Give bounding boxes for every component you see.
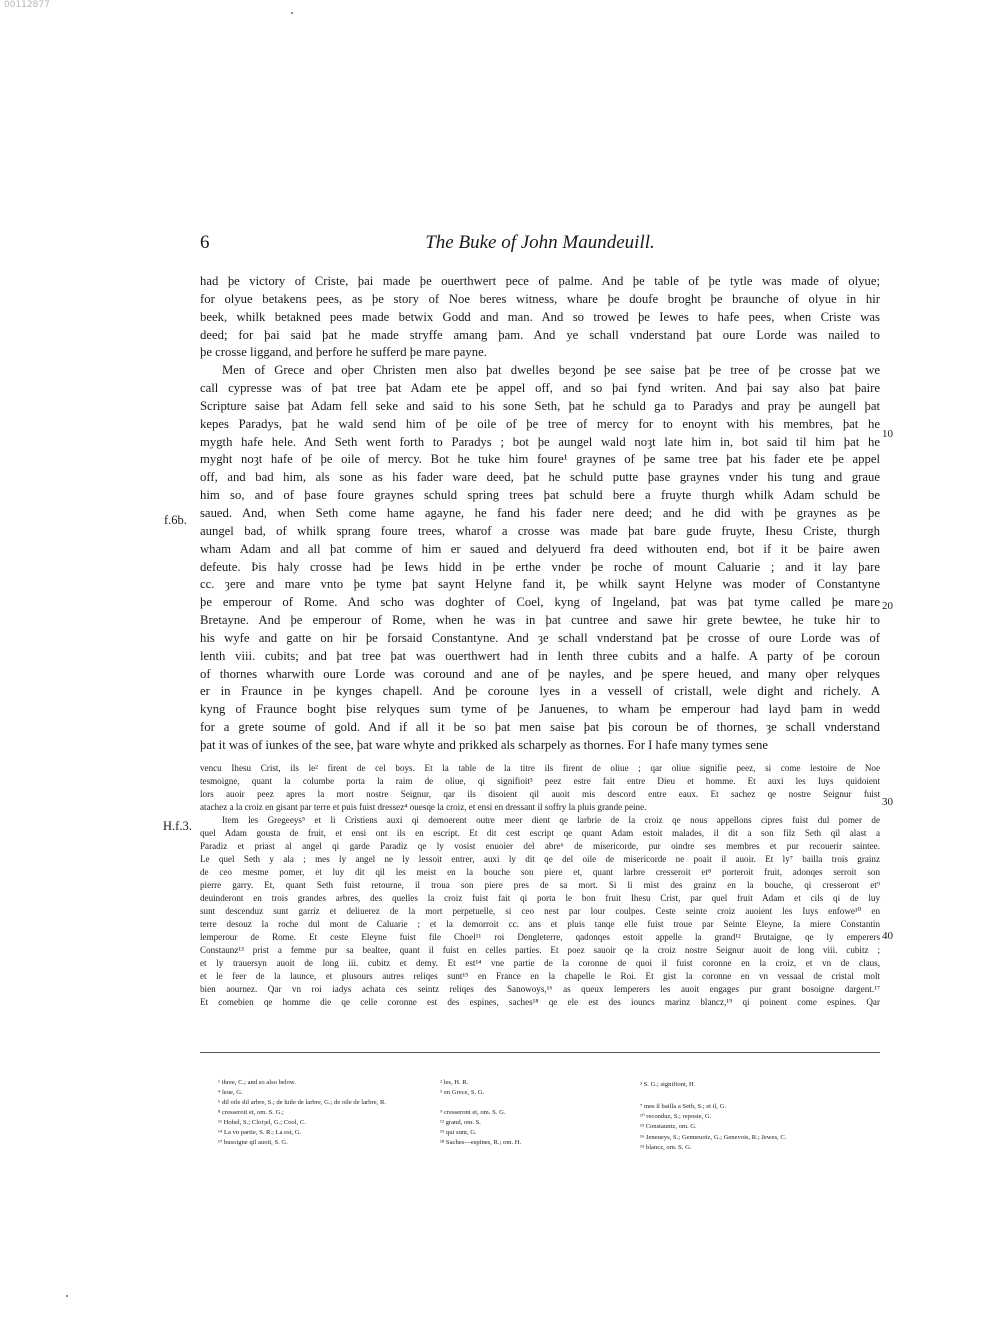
french-text-block [200,762,880,1009]
text-line: deuinderont en trois grandes arbres, des quelles la croiz fuist fait qi porta le bon fruit Ihesu Crist, par quel fruit Adam et cils qi de luy [200,893,880,903]
page-header [200,232,880,258]
text-line: atachez a la croiz en gisant par terre et puis fuist dressez⁴ ouesqe la croiz, et ensi en dressant il soffry la pluis grande peine. [200,802,647,812]
text-line: kyng of Fraunce boght þise relyques sum tyme of þe Januenes, to wham þe emperour had layd þam in wedd [200,702,880,717]
text-line: vencu Ihesu Crist, ils le² firent de cel boys. Et la table de la titre ils firent de oliue ; qar oliue signifie peez, si come lestoire de Noe [200,763,880,773]
text-line: him so, and of þase foure graynes schuld spring trees þat schuld bere a fruyte thurgh whilk Adam schuld be [200,488,880,503]
footnote: ¹⁸ Saches—espines, R.; om. H. [440,1139,522,1146]
text-line: þe crosse liggand, and þerfore he sufferd þe mare payne. [200,345,487,360]
footnote: ¹ three, C.; and so also below. [218,1079,296,1086]
footnote: ¹⁹ blancz, om. S. G. [640,1144,692,1151]
text-line: er in Fraunce in þe kynges chapell. And þe coroune lyes in a vessell of cristall, wele dight and richely. A [200,684,880,699]
text-line: myght noȝt hafe of þe oile of mercy. Bot he tuke him foure¹ graynes of þe same tree þat his fader ete þe appel [200,452,880,467]
running-title: The Buke of John Maundeuill. [425,232,655,253]
text-line: et ly trauersyn auoit de long iii. cubitz et demy. Et est¹⁴ vne partie de la coronne de quoi il fuist coronne en la croiz, et vn de claus, [200,958,880,968]
text-line: terre desouz la roche dul mont de Caluarie ; et la demorroit cc. ans et pluis tanqe elle fuist troue par Seinte Eleyne, la miere Constantin [200,919,880,929]
footnote: ³ S. G.; signifiont, H. [640,1081,696,1088]
footnote: ⁴ leue, G. [218,1089,243,1096]
text-line: for a grete soume of gold. And if all it be so þat men saise þat þis coroun be of thornes, ȝe schall vnderstand [200,720,880,735]
text-line: Men of Grece and oþer Christen men also þat dwelles beȝond þe see saise þat þe tree of þe crosse þat we [222,363,880,378]
text-line: his wyfe and gatte on hir þe forsaid Constantyne. And ȝe schall vnderstand þat þe crosse of oure Lorde was of [200,630,880,645]
footnote: ¹⁰ reconduz, S.; reposte, G. [640,1113,712,1120]
text-line: wham Adam and all þat comme of him er saued and delyuerd fra deed withouten end, bot if it be þaire awen [200,541,880,556]
text-line: deed; for þai said þat he made stryffe amang þam. And ye schall vnderstand þat oure Lorde was nailed to [200,327,880,342]
footnote: ¹⁶ Jeneueys, S.; Genneuoiz, G.; Genevois, R.; Jewes, C. [640,1134,787,1141]
text-line: of thornes wharwith oure Lorde was coround and ane of þe nayles, and þe spere heued, and many oþer relyques [200,666,880,681]
text-line: call cypresse was of þat tree þat Adam ete þe appel off, and so þai fynd writen. And þai say also þat þaire [200,381,880,396]
footnote: ¹¹ Hohel, S.; Cloiȝel, G.; Cool, C. [218,1119,306,1126]
text-line: mygth hafe hele. And Seth went forth to Paradys ; bot þe aungel wald noȝt late him in, bot said til him þat he [200,434,880,449]
text-line: lemperour de Rome. Et ceste Eleyne fuist file Choel¹¹ roi Dengleterre, qadonqes estoit appelle la grand¹² Brutaigne, qe ly emperers [200,932,880,942]
text-line: quel Adam gousta de fruit, et ensi ont ils en escript. Et dit cest escript qe quant Adam estoit malades, il dit a son filz Seth qil alast a [200,828,880,838]
text-line: Bretayne. And þe emperour of Rome, when he was in þat cuntree and sawe hir grete bewtee, he tuke hir to [200,613,880,628]
text-line: defeute. Þis haly crosse had þe Iews hidd in þe erthe vnder þe roche of mount Caluarie ; and it lay þare [200,559,880,574]
text-line: Et comebien qe homme die qe celle coronne est des espines, saches¹⁸ qe ele est des iouncs marinz blancz,¹⁹ qi poinent come espines. Qar [200,997,880,1007]
text-line: saued. And, when Seth come hame agayne, he fand his fader nere deed; and he did with þe graynes as þe [200,505,880,520]
text-line: lenth viii. cubits; and þat tree þat was ouerthwert had in lenth three cubits and a halfe. A party of þe coroun [200,648,880,663]
text-line: pierre garry. Et, quant Seth fuist retourne, il troua son piere pres de sa mort. Si li mist des grainz en la bouche, qi cresseront et⁹ [200,880,880,890]
line-number-10: 10 [882,428,893,440]
footnote: ¹³ Constauntz, om. G. [640,1123,697,1130]
footnote: ² les, H. R. [440,1079,469,1086]
footnote: ¹⁷ busoigne qil auoit, S. G. [218,1139,288,1146]
text-line: beek, whilk betakned pees made betwix Godd and man. And so trowed þe Iewes to hafe pees, when Criste was [200,309,880,324]
footnote-rule [200,1052,880,1053]
text-line: bien aournez. Qar vn roi iadys achata ces seintz reliqes des Sanowoys,¹⁶ as queux lemperers les auoit engages pur grant bosoigne dargent.¹⁷ [200,984,880,994]
text-line: Scripture saise þat Adam fell seke and said to his sone Seth, þat he schuld ga to Paradys and pray þe aungell þat [200,398,880,413]
line-number-30: 30 [882,796,893,808]
margin-folio-label: f.6b. [164,513,187,527]
footnote: ¹² grand, om. S. [440,1119,481,1126]
footnote: ¹⁴ La vn partie, S. R.; La est, G. [218,1129,302,1136]
footnote: ⁵ en Grece, S. G. [440,1089,485,1096]
text-line: Constaunz¹³ prist a femme pur sa bealtee, quant il fuist en celles parties. Et poez sauoir qe la croiz nostre Seignur auoit de long viii. cubitz ; [200,945,880,955]
text-line: for olyue betakens pees, as þe story of Noe beres witness, whare þe doufe broght þe braunche of olyue in hir [200,291,880,306]
text-line: aungel bad, of whilk sprang foure trees, wharof a crosse was made þat bare gude fruyte, Ihesu Criste, thurgh [200,523,880,538]
text-line: Paradiz et priast al angel qi garde Paradiz qe ly vosist enuoier del abre⁶ de misericorde, pur oindre ses membres et pur recouerir saintee. [200,841,880,851]
footnote: ¹⁵ qui sunt, G. [440,1129,477,1136]
text-line: Item les Gregeeys⁵ et li Cristiens auxi qi demoerent outre meer dient qe larbrie de la croiz qe nous appellons cipres fuist dul pomer de [222,815,880,825]
english-text-block [200,273,880,755]
footnote: ⁷ mes il bailla a Seth, S.; et il, G. [640,1103,726,1110]
scan-id-mark: 00112877 [4,0,50,10]
text-line: þat it was of iunkes of the see, þat ware whyte and prikked als scharpely as thornes. For I hafe many tymes sene [200,737,768,752]
text-line: cc. ȝere and mare vnto þe tyme þat saynt Helyne fand it, þe whilk saynt Helyne was moder of Constantyne [200,577,880,592]
scan-speck [291,12,293,14]
text-line: lors auoir peez apres la mort nostre Seignur, qar ils disoient qil auoit mis descord entre eaux. Et sachez qe nostre Seignur fuist [200,789,880,799]
line-number-20: 20 [882,600,893,612]
text-line: þe emperour of Rome. And scho was doghter of Coel, kyng of Ingeland, þat was þat tyme called þe mare [200,595,880,610]
page-number: 6 [200,232,210,253]
footnote: ⁸ cresseroit et, om. S. G.; [218,1109,284,1116]
footnote: ⁹ cresseront et, om. S. G. [440,1109,506,1116]
text-line: off, and bad him, als sone as his fader ware deed, þat he schuld putte þase graynes vnder his tung and graue [200,470,880,485]
text-line: tesmoigne, quant la columbe porta la raim de oliue, qi signifioit³ peez estre fait entre Dieu et homme. Et auxi les Iuys quidoient [200,776,880,786]
text-line: sunt descenduz sunt garriz et deliuerez de la mort perpetuelle, si ceo nest par lour coulpes. Ceste seinte croiz auoient les Iuys enfowe¹⁰ en [200,906,880,916]
margin-folio-label: H.f.3. [163,819,192,833]
line-number-40: 40 [882,930,893,942]
footnote: ⁶ dil oile dil arbre, S.; de luile de larbre, G.; de oile de larbre, R. [218,1099,387,1106]
text-line: et le feer de la launce, et plusours autres reliqes sunt¹⁵ en France en la chapelle le Roi. Et gist la coronne en vn vessaal de cristal molt [200,971,880,981]
text-line: had þe victory of Criste, þai made þe ouerthwert pece of palme. And þe table of þe tytle was made of olyue; [200,274,880,288]
text-line: Le quel Seth y ala ; mes ly angel ne ly lessoit entrer, auxi ly dit qe del oile de misericorde ne poait il auoir. Et ly⁷ bailla trois grainz [200,854,880,864]
text-line: kepes Paradys, þat he wald send him of þe oile of þe tree of mercy for to enoynt with his membres, þat he [200,416,880,431]
text-line: de ceo mesme pomer, et luy dit qil les meist en la bouche son piere et, quant larbre cresseroit et⁸ porteroit fruit, adonqes serroit son [200,867,880,877]
scan-speck [66,1295,68,1297]
